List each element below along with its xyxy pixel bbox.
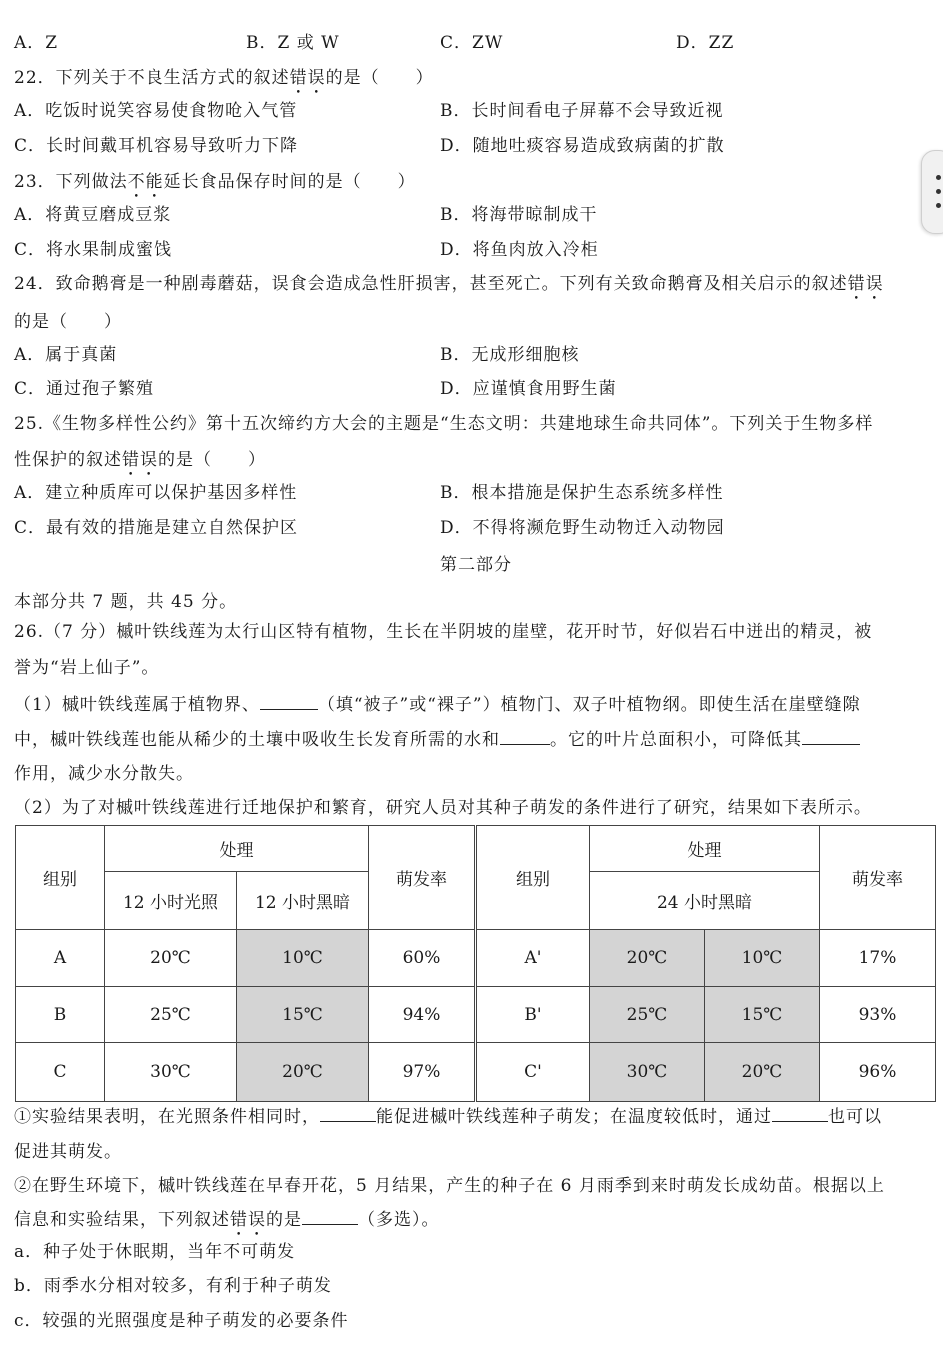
- q24-option-b: B．无成形细胞核: [440, 345, 580, 365]
- q22-option-a: A．吃饭时说笑容易使食物呛入气管: [14, 101, 298, 121]
- temp-cell: 30℃: [105, 1043, 237, 1102]
- q22-option-b: B．长时间看电子屏幕不会导致近视: [440, 101, 724, 121]
- temp-cell: 30℃: [590, 1043, 705, 1102]
- q26-sub1-line2: 促进其萌发。: [14, 1142, 122, 1162]
- table-row: [16, 987, 936, 1043]
- header-rate-right: 萌发率: [820, 826, 936, 930]
- q26-stem-cont: 誉为“岩上仙子”。: [14, 658, 160, 678]
- q24-option-d: D．应谨慎食用野生菌: [440, 379, 617, 399]
- q26-part2-intro: （2）为了对槭叶铁线莲进行迁地保护和繁育，研究人员对其种子萌发的条件进行了研究，结果如下表所示。: [14, 798, 872, 818]
- q21-option-c: C．ZW: [440, 33, 504, 53]
- q24-stem: 24．致命鹅膏是一种剧毒蘑菇，误食会造成急性肝损害，甚至死亡。下列有关致命鹅膏及相关启示的叙述错误: [14, 274, 884, 294]
- q26-sub2-option-a: a．种子处于休眠期，当年不可萌发: [14, 1242, 296, 1262]
- temp-cell: 20℃: [705, 1043, 820, 1102]
- q22-stem: 22．下列关于不良生活方式的叙述错误的是（ ）: [14, 68, 434, 88]
- rate-cell: 17%: [820, 930, 936, 987]
- q23-stem: 23．下列做法不能延长食品保存时间的是（ ）: [14, 172, 416, 192]
- group-cell: C: [16, 1043, 105, 1102]
- q26-sub2-option-b: b．雨季水分相对较多，有利于种子萌发: [14, 1276, 332, 1296]
- q26-part1-line1: （1）槭叶铁线莲属于植物界、 （填“被子”或“裸子”）植物门、双子叶植物纲。即使生活在崖壁缝隙: [14, 695, 861, 715]
- rate-cell: 60%: [369, 930, 476, 987]
- header-rate-left: 萌发率: [369, 826, 476, 930]
- more-dot-icon: [936, 203, 941, 208]
- answer-blank-2[interactable]: [500, 743, 550, 745]
- q26-sub2-option-c: c．较强的光照强度是种子萌发的必要条件: [14, 1311, 349, 1331]
- answer-blank-6[interactable]: [302, 1223, 358, 1225]
- answer-blank-1[interactable]: [260, 708, 318, 710]
- part2-intro: 本部分共 7 题，共 45 分。: [14, 592, 238, 612]
- header-treatment-right: 处理: [590, 826, 820, 872]
- q24-option-a: A．属于真菌: [14, 345, 118, 365]
- q22-option-d: D．随地吐痰容易造成致病菌的扩散: [440, 136, 725, 156]
- temp-cell: 10℃: [237, 930, 369, 987]
- q26-part1-line3: 作用，减少水分散失。: [14, 764, 194, 784]
- q25-stem-cont: 性保护的叙述错误的是（ ）: [14, 450, 266, 470]
- temp-cell: 20℃: [105, 930, 237, 987]
- header-treatment-left: 处理: [105, 826, 369, 872]
- q24-option-c: C．通过孢子繁殖: [14, 379, 155, 399]
- q21-option-d: D．ZZ: [676, 33, 735, 53]
- q25-option-b: B．根本措施是保护生态系统多样性: [440, 483, 724, 503]
- q26-sub1-line1: ①实验结果表明，在光照条件相同时， 能促进槭叶铁线莲种子萌发；在温度较低时，通过 也可以: [14, 1107, 882, 1127]
- group-cell: B: [16, 987, 105, 1043]
- table-row: [16, 930, 936, 987]
- part2-title: 第二部分: [440, 555, 512, 575]
- answer-blank-3[interactable]: [802, 743, 860, 745]
- q24-stem-cont: 的是（ ）: [14, 312, 122, 332]
- q26-sub2-line1: ②在野生环境下，槭叶铁线莲在早春开花，5 月结果，产生的种子在 6 月雨季到来时萌发长成幼苗。根据以上: [14, 1176, 885, 1196]
- q26-stem: 26.（7 分）槭叶铁线莲为太行山区特有植物，生长在半阴坡的崖壁，花开时节，好似岩石中迸出的精灵，被: [14, 622, 873, 642]
- q23-option-a: A．将黄豆磨成豆浆: [14, 205, 172, 225]
- q26-sub2-line2: 信息和实验结果，下列叙述错误的是 （多选）。: [14, 1210, 440, 1230]
- rate-cell: 97%: [369, 1043, 476, 1102]
- q21-option-a: A．Z: [14, 33, 59, 53]
- answer-blank-4[interactable]: [320, 1120, 376, 1122]
- header-dark-12h: 12 小时黑暗: [237, 872, 369, 930]
- header-group-right: 组别: [476, 826, 590, 930]
- temp-cell: 15℃: [237, 987, 369, 1043]
- rate-cell: 93%: [820, 987, 936, 1043]
- q23-option-c: C．将水果制成蜜饯: [14, 240, 173, 260]
- temp-cell: 25℃: [105, 987, 237, 1043]
- group-cell: A: [16, 930, 105, 987]
- header-group-left: 组别: [16, 826, 105, 930]
- side-menu-handle[interactable]: [921, 150, 943, 234]
- q21-option-b: B．Z 或 W: [246, 33, 340, 53]
- q25-stem: 25.《生物多样性公约》第十五次缔约方大会的主题是“生态文明：共建地球生命共同体”。下列关于生物多样: [14, 414, 874, 434]
- q22-option-c: C．长时间戴耳机容易导致听力下降: [14, 136, 299, 156]
- header-dark-24h: 24 小时黑暗: [590, 872, 820, 930]
- answer-blank-5[interactable]: [772, 1120, 828, 1122]
- q23-option-b: B．将海带晾制成干: [440, 205, 598, 225]
- more-dot-icon: [936, 175, 941, 180]
- rate-cell: 94%: [369, 987, 476, 1043]
- header-light-12h: 12 小时光照: [105, 872, 237, 930]
- germination-table: [15, 825, 936, 1102]
- temp-cell: 20℃: [590, 930, 705, 987]
- temp-cell: 25℃: [590, 987, 705, 1043]
- table-row: [16, 1043, 936, 1102]
- q23-option-d: D．将鱼肉放入冷柜: [440, 240, 599, 260]
- q25-option-a: A．建立种质库可以保护基因多样性: [14, 483, 298, 503]
- temp-cell: 20℃: [237, 1043, 369, 1102]
- q26-part1-line2: 中，槭叶铁线莲也能从稀少的土壤中吸收生长发育所需的水和 。它的叶片总面积小，可降低其: [14, 732, 860, 749]
- q25-option-c: C．最有效的措施是建立自然保护区: [14, 518, 299, 538]
- group-cell: B': [476, 987, 590, 1043]
- temp-cell: 15℃: [705, 987, 820, 1043]
- temp-cell: 10℃: [705, 930, 820, 987]
- more-dot-icon: [936, 189, 941, 194]
- rate-cell: 96%: [820, 1043, 936, 1102]
- group-cell: C': [476, 1043, 590, 1102]
- q25-option-d: D．不得将濒危野生动物迁入动物园: [440, 518, 725, 538]
- group-cell: A': [476, 930, 590, 987]
